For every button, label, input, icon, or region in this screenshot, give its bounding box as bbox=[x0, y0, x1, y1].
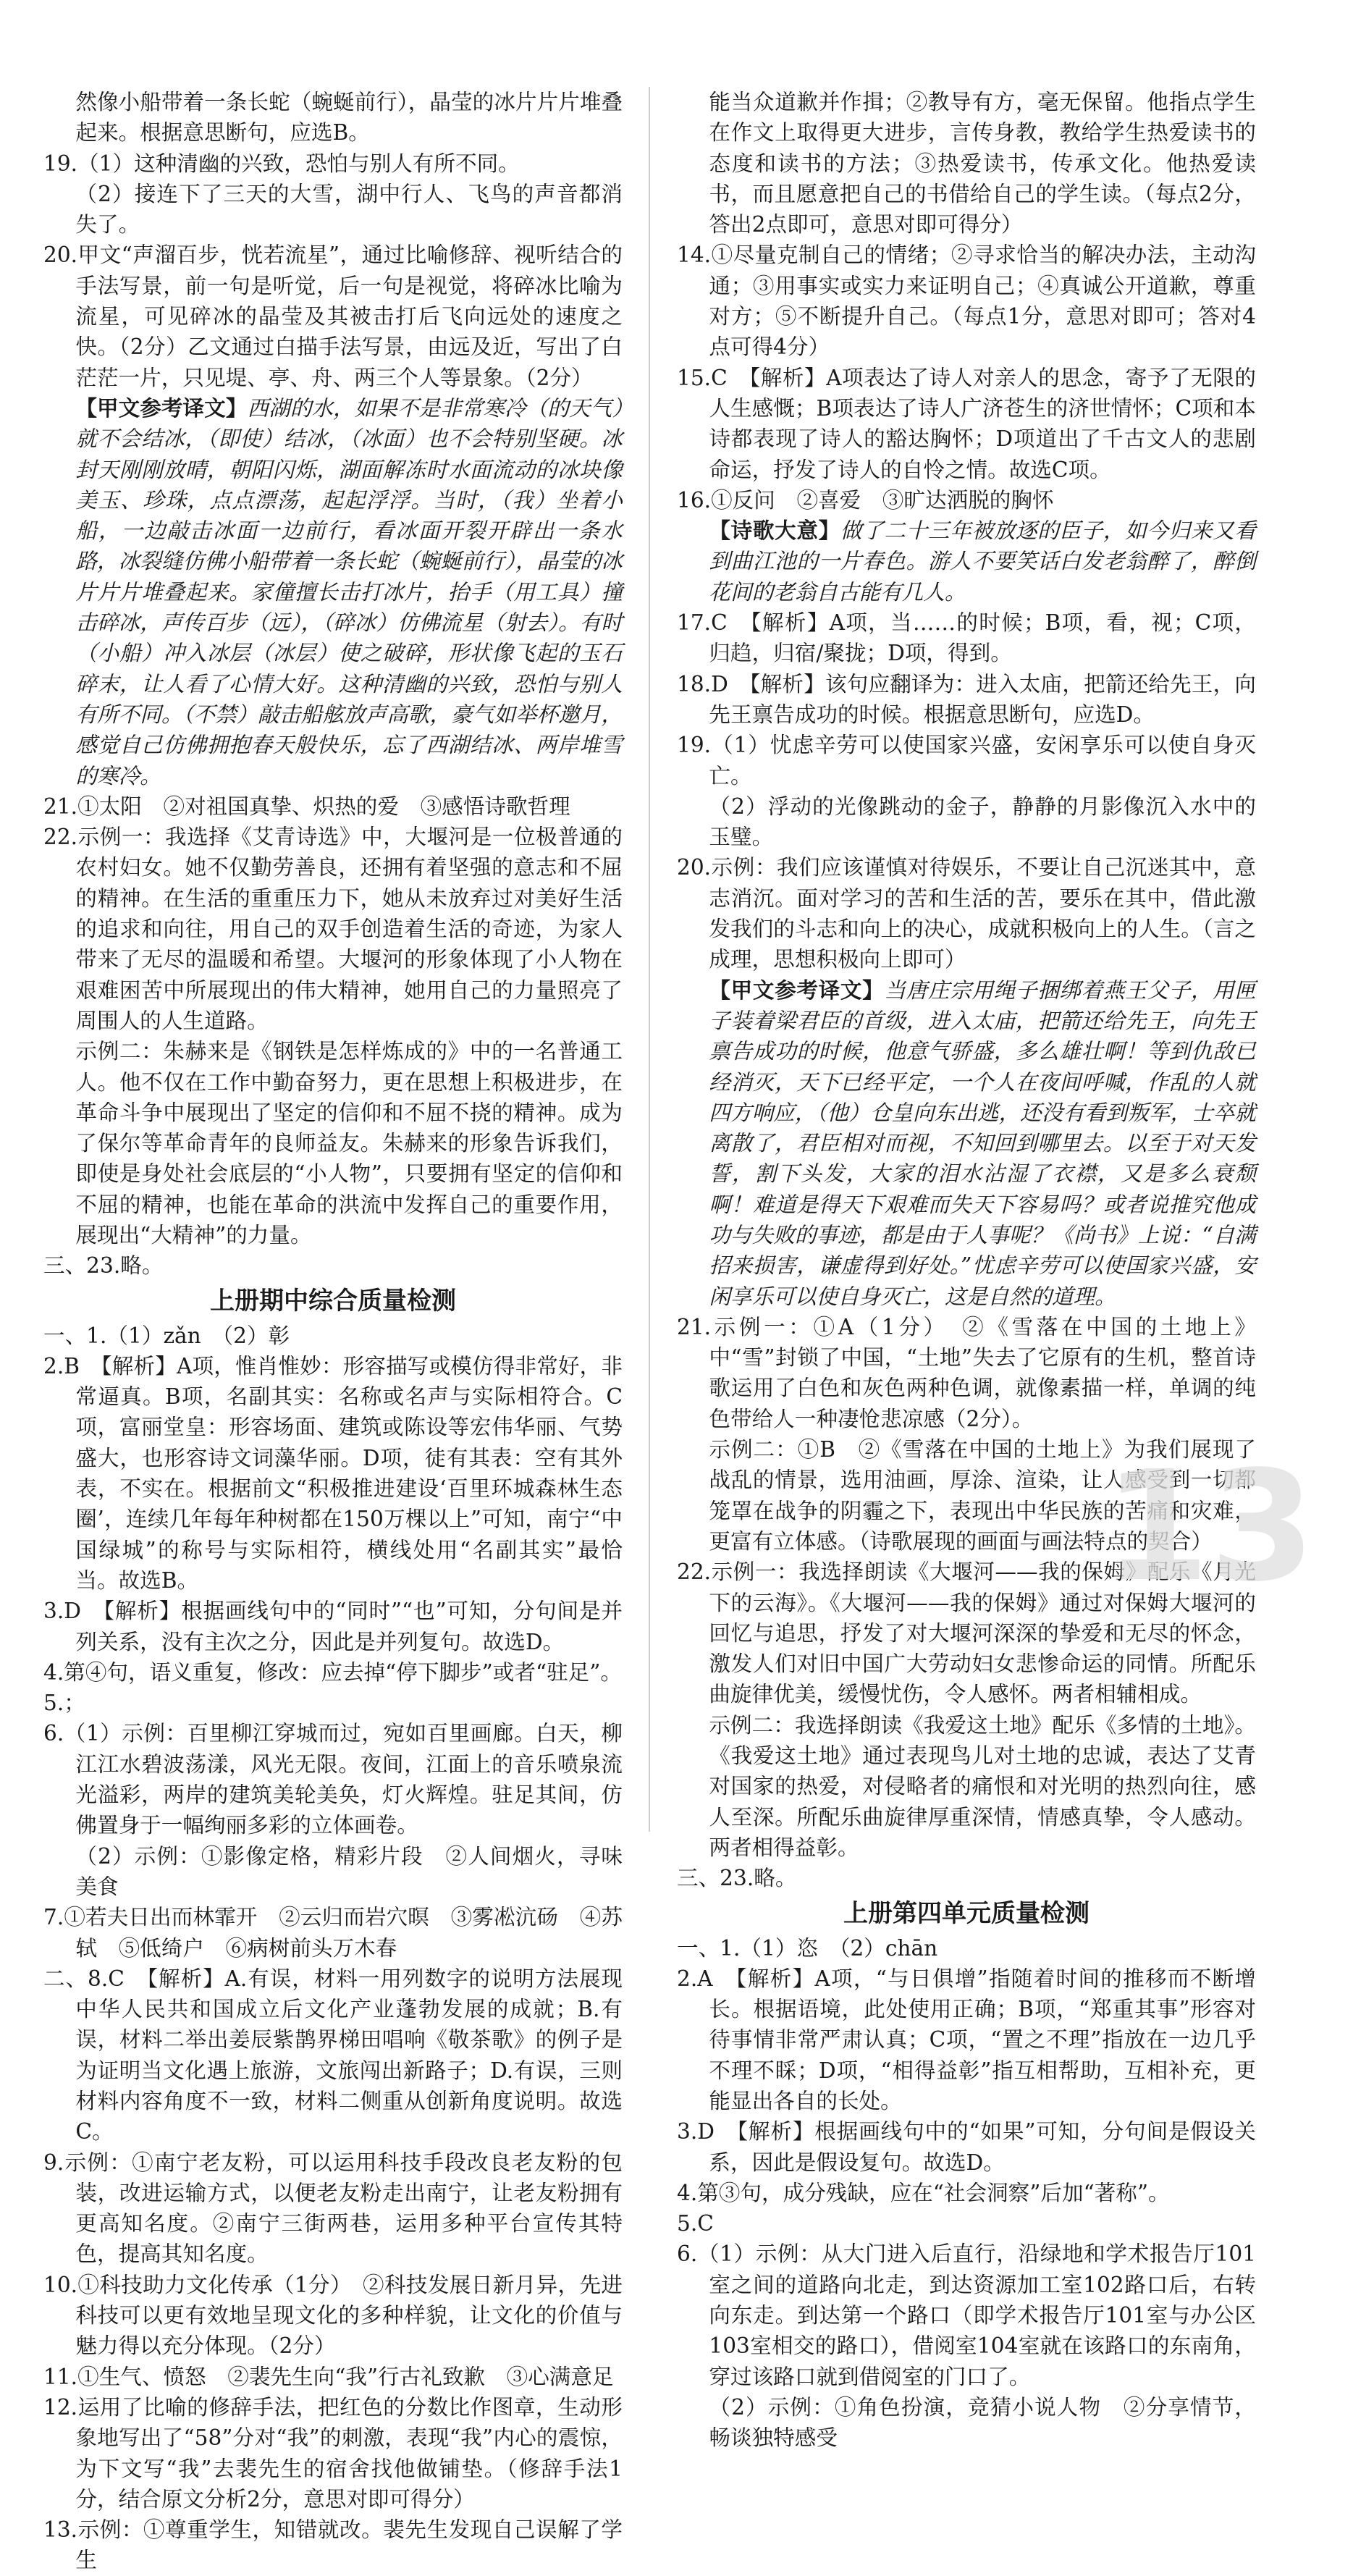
paragraph-text: 当唐庄宗用绳子捆绑着燕王父子，用匣子装着梁君臣的首级，进入太庙，把箭还给先王，向先王禀告成功的时候，他意气骄盛，多么雄壮啊！等到仇敌已经消灭，天下已经平定，一个人在夜间呼喊，作乱的人就四方响应，（他）仓皇向东出逃，还没有看到叛军，士卒就离散了，君臣相对而视，不知回到哪里去。以至于对天发誓，割下头发，大家的泪水沾湿了衣襟，又是多么衰颓啊！难道是得天下艰难而失天下容易吗？或者说推究他成功与失败的事迹，都是由于人事呢？《尚书》上说：“自满招来损害，谦虚得到好处。”忧虑辛劳可以使国家兴盛，安闲享乐可以使自身灭亡，这是自然的道理。 bbox=[709, 977, 1257, 1309]
answer-item bbox=[43, 1902, 623, 1963]
answer-subitem bbox=[677, 515, 1256, 607]
paragraph-text: 然像小船带着一条长蛇（蜿蜒前行），晶莹的冰片片片堆叠起来。根据意思断句，应选B。 bbox=[75, 90, 623, 146]
paragraph-text: 5.C bbox=[677, 2211, 714, 2236]
paragraph-text: 4.第④句，语义重复，修改：应去掉“停下脚步”或者“驻足”。 bbox=[43, 1659, 623, 1685]
page-number: 13 bbox=[1103, 1438, 1315, 1615]
answer-item bbox=[43, 1321, 623, 1351]
paragraph-text: 2.A 【解析】A项，“与日俱增”指随着时间的推移而不断增长。根据语境，此处使用正确；B项，“郑重其事”形容对待事情非常严肃认真；C项，“置之不理”指放在一边几乎不理不睬；D项，“相得益彰”指互相帮助，互相补充，更能显出各自的长处。 bbox=[677, 1966, 1256, 2113]
answer-item bbox=[677, 1557, 1256, 1709]
paragraph-text: 三、23.略。 bbox=[677, 1866, 797, 1891]
paragraph-text: 11.①生气、愤怒 ②裴先生向“我”行古礼致歉 ③心满意足 bbox=[43, 2364, 614, 2389]
answer-item bbox=[43, 2270, 623, 2362]
answer-item bbox=[43, 1596, 623, 1657]
answer-subitem bbox=[43, 1036, 623, 1250]
paragraph-text: 二、8.C 【解析】A.有误，材料一用列数字的说明方法展现中华人民共和国成立后文化产业蓬勃发展的成就；B.有误，材料二举出姜辰紫鹊界梯田唱响《敬茶歌》的例子是为证明当文化遇上旅游，文旅闯出新路子；D.有误，三则材料内容角度不一致，材料二侧重从创新角度说明。故选C。 bbox=[43, 1966, 623, 2144]
answer-item bbox=[677, 485, 1256, 515]
paragraph-text: 一、1.（1）恣 （2）chān bbox=[677, 1935, 938, 1961]
paragraph-text: 20.示例：我们应该谨慎对待娱乐，不要让自己沉迷其中，意志消沉。面对学习的苦和生活的苦，要乐在其中，借此激发我们的斗志和向上的决心，成就积极向上的人生。（言之成理，思想积极向上即可） bbox=[677, 855, 1256, 972]
paragraph-text: （2）接连下了三天的大雪，湖中行人、飞鸟的声音都消失了。 bbox=[75, 181, 623, 237]
paragraph-text: 13.示例：①尊重学生，知错就改。裴先生发现自己误解了学生 bbox=[43, 2517, 623, 2573]
answer-item bbox=[677, 852, 1256, 975]
answer-item bbox=[43, 822, 623, 1036]
continued-text bbox=[677, 87, 1256, 240]
paragraph-text: （2）浮动的光像跳动的金子，静静的月影像沉入水中的玉璧。 bbox=[709, 794, 1256, 850]
paragraph-text: 三、23.略。 bbox=[43, 1253, 164, 1279]
paragraph-text: 19.（1）忧虑辛劳可以使国家兴盛，安闲享乐可以使自身灭亡。 bbox=[677, 733, 1256, 788]
answer-item bbox=[677, 1863, 1256, 1893]
paragraph-text: 做了二十三年被放逐的臣子，如今归来又看到曲江池的一片春色。游人不要笑话白发老翁醉了，醉倒花间的老翁自古能有几人。 bbox=[709, 518, 1257, 605]
paragraph-text: 西湖的水，如果不是非常寒冷（的天气）就不会结冰，（即使）结冰，（冰面）也不会特别坚硬。冰封天刚刚放晴，朝阳闪烁，湖面解冻时水面流动的冰块像美玉、珍珠，点点漂荡，起起浮浮。当时，（我）坐着小船，一边敲击冰面一边前行，看冰面开裂开辟出一条水路，冰裂缝仿佛小船带着一条长蛇（蜿蜒前行），晶莹的冰片片片堆叠起来。家僮擅长击打冰片，抬手（用工具）撞击碎冰，声传百步（远），（碎冰）仿佛流星（射去）。有时（小船）冲入冰层（冰层）使之破碎，形状像飞起的玉石碎末，让人看了心情大好。这种清幽的兴致，恐怕与别人有所不同。（不禁）敲击船舷放声高歌，豪气如举杯邀月，感觉自己仿佛拥抱春天般快乐，忘了西湖结冰、两岸堆雪的寒冷。 bbox=[75, 395, 623, 788]
answer-subitem bbox=[677, 791, 1256, 853]
left-column bbox=[43, 87, 623, 2573]
paragraph-text: 7.①若夫日出而林霏开 ②云归而岩穴暝 ③雾凇沆砀 ④苏轼 ⑤低绮户 ⑥病树前头万木春 bbox=[43, 1905, 623, 1961]
paragraph-text: 6.（1）示例：从大门进入后直行，沿绿地和学术报告厅101室之间的道路向北走，到达资源加工室102路口后，右转向东走。到达第一个路口（即学术报告厅101室与办公区103室相交的路口），借阅室104室就在该路口的东南角，穿过该路口就到借阅室的门口了。 bbox=[677, 2242, 1256, 2389]
answer-item bbox=[677, 1963, 1256, 2116]
paragraph-text: 19.（1）这种清幽的兴致，恐怕与别人有所不同。 bbox=[43, 151, 520, 176]
paragraph-text: 14.①尽量克制自己的情绪；②寻求恰当的解决办法，主动沟通；③用事实或实力来证明自己；④真诚公开道歉，尊重对方；⑤不断提升自己。（每点1分，意思对即可；答对4点可得4分） bbox=[677, 243, 1256, 360]
paragraph-text: 17.C 【解析】A项，当……的时候；B项，看，视；C项，归趋，归宿/聚拢；D项，得到。 bbox=[677, 610, 1256, 666]
answer-subitem bbox=[677, 1710, 1256, 1863]
answer-item bbox=[677, 2116, 1256, 2178]
answer-item bbox=[677, 2208, 1256, 2239]
answer-item bbox=[43, 1657, 623, 1688]
answer-subitem bbox=[677, 975, 1256, 1312]
paragraph-text: 12.运用了比喻的修辞手法，把红色的分数比作图章，生动形象地写出了“58”分对“我”的刺激，表现“我”内心的震惊，为下文写“我”去裴先生的宿舍找他做铺垫。（修辞手法1分，结合原文分析2分，意思对即可得分） bbox=[43, 2394, 623, 2512]
paragraph-text: 20.甲文“声溜百步，恍若流星”，通过比喻修辞、视听结合的手法写景，前一句是听觉，后一句是视觉，将碎冰比喻为流星，可见碎冰的晶莹及其被击打后飞向远处的速度之快。（2分）乙文通过白描手法写景，由远及近，写出了白茫茫一片，只见堤、亭、舟、两三个人等景象。（2分） bbox=[43, 243, 623, 390]
paragraph-text: 9.示例：①南宁老友粉，可以运用科技手段改良老友粉的包装，改进运输方式，以便老友粉走出南宁，让老友粉拥有更高知名度。②南宁三街两巷，运用多种平台宣传其特色，提高其知名度。 bbox=[43, 2150, 623, 2267]
answer-item bbox=[677, 1312, 1256, 1434]
paragraph-text: 15.C 【解析】A项表达了诗人对亲人的思念，寄予了无限的人生感慨；B项表达了诗人广济苍生的济世情怀；C项和本诗都表现了诗人的豁达胸怀；D项道出了千古文人的悲剧命运，抒发了诗人的自怜之情。故选C项。 bbox=[677, 365, 1256, 482]
answer-item bbox=[43, 1718, 623, 1840]
answer-item bbox=[43, 2392, 623, 2514]
right-column bbox=[677, 87, 1257, 2451]
section-title: 上册第四单元质量检测 bbox=[843, 1898, 1089, 1928]
label-tag: 【甲文参考译文】 bbox=[709, 977, 885, 1003]
paragraph-text: 5.； bbox=[43, 1691, 85, 1716]
paragraph-text: 22.示例一：我选择朗读《大堰河——我的保姆》配乐《月光下的云海》。《大堰河——我的保姆》通过对保姆大堰河的回忆与追思，抒发了对大堰河深深的挚爱和无尽的怀念，激发人们对旧中国广大劳动妇女悲惨命运的同情。所配乐曲旋律优美，缓慢忧伤，令人感怀。两者相辅相成。 bbox=[677, 1560, 1256, 1707]
paragraph-text: 18.D 【解析】该句应翻译为：进入太庙，把箭还给先王，向先王禀告成功的时候。根据意思断句，应选D。 bbox=[677, 671, 1256, 727]
answer-subitem bbox=[677, 2392, 1256, 2454]
paragraph-text: 示例二：我选择朗读《我爱这土地》配乐《多情的土地》。《我爱这土地》通过表现鸟儿对土地的忠诚，表达了艾青对国家的热爱，对侵略者的痛恨和对光明的热烈向往，感人至深。所配乐曲旋律厚重深情，情感真挚，令人感动。两者相得益彰。 bbox=[709, 1712, 1256, 1860]
answer-subitem bbox=[43, 1841, 623, 1903]
answer-item bbox=[43, 148, 623, 179]
answer-item bbox=[677, 607, 1256, 669]
answer-item bbox=[677, 669, 1256, 731]
answer-item bbox=[677, 240, 1256, 362]
continued-text bbox=[43, 87, 623, 148]
paragraph-text: 16.①反问 ②喜爱 ③旷达洒脱的胸怀 bbox=[677, 487, 1054, 513]
section-title: 上册期中综合质量检测 bbox=[210, 1286, 456, 1316]
answer-item bbox=[677, 2178, 1256, 2208]
answer-item bbox=[677, 730, 1256, 791]
paragraph-text: 示例二：朱赫来是《钢铁是怎样炼成的》中的一名普通工人。他不仅在工作中勤奋努力，更在思想上积极进步，在革命斗争中展现出了坚定的信仰和不屈不挠的精神。成为了保尔等革命青年的良师益友。朱赫来的形象告诉我们，即使是身处社会底层的“小人物”，只要拥有坚定的信仰和不屈的精神，也能在革命的洪流中发挥自己的重要作用，展现出“大精神”的力量。 bbox=[75, 1039, 623, 1247]
answer-item bbox=[43, 1250, 623, 1281]
paragraph-text: （2）示例：①影像定格，精彩片段 ②人间烟火，寻味美食 bbox=[75, 1843, 623, 1899]
answer-item bbox=[677, 2239, 1256, 2391]
answer-item bbox=[677, 1933, 1256, 1963]
answer-item bbox=[43, 240, 623, 392]
paragraph-text: 能当众道歉并作揖；②教导有方，毫无保留。他指点学生在作文上取得更大进步，言传身教，教给学生热爱读书的态度和读书的方法；③热爱读书，传承文化。他热爱读书，而且愿意把自己的书借给自己的学生读。（每点2分，答出2点即可，意思对即可得分） bbox=[709, 90, 1256, 237]
paragraph-text: 21.示例一：①A（1分） ②《雪落在中国的土地上》中“雪”封锁了中国，“土地”失去了它原有的生机，整首诗歌运用了白色和灰色两种色调，就像素描一样，单调的纯色带给人一种凄怆悲凉感（2分）。 bbox=[677, 1314, 1256, 1431]
paragraph-text: 3.D 【解析】根据画线句中的“同时”“也”可知，分句间是并列关系，没有主次之分，因此是并列复句。故选D。 bbox=[43, 1599, 623, 1654]
paragraph-text: 21.①太阳 ②对祖国真挚、炽热的爱 ③感悟诗歌哲理 bbox=[43, 794, 570, 819]
answer-item bbox=[43, 1963, 623, 2147]
paragraph-text: 22.示例一：我选择《艾青诗选》中，大堰河是一位极普通的农村妇女。她不仅勤劳善良，还拥有着坚强的意志和不屈的精神。在生活的重重压力下，她从未放弃过对美好生活的追求和向往，用自己的双手创造着生活的奇迹，为家人带来了无尽的温暖和希望。大堰河的形象体现了小人物在艰难困苦中所展现出的伟大精神，她用自己的力量照亮了周围人的人生道路。 bbox=[43, 825, 623, 1033]
paragraph-text: 一、1.（1）zǎn （2）彰 bbox=[43, 1323, 290, 1348]
paragraph-text: 10.①科技助力文化传承（1分） ②科技发展日新月异，先进科技可以更有效地呈现文化的多种样貌，让文化的价值与魅力得以充分体现。（2分） bbox=[43, 2272, 623, 2359]
answer-item bbox=[43, 2147, 623, 2270]
paragraph-text: 3.D 【解析】根据画线句中的“如果”可知，分句间是假设关系，因此是假设复句。故选D。 bbox=[677, 2119, 1256, 2175]
answer-subitem bbox=[43, 393, 623, 791]
answer-item bbox=[43, 2362, 623, 2392]
answer-item bbox=[43, 791, 623, 822]
answer-item bbox=[43, 1688, 623, 1718]
answer-item bbox=[43, 1351, 623, 1596]
paragraph-text: （2）示例：①角色扮演，竞猜小说人物 ②分享情节，畅谈独特感受 bbox=[709, 2394, 1256, 2451]
answer-subitem bbox=[43, 179, 623, 240]
column-divider bbox=[649, 87, 650, 1832]
paragraph-text: 2.B 【解析】A项，惟肖惟妙：形容描写或模仿得非常好，非常逼真。B项，名副其实：名称或名声与实际相符合。C项，富丽堂皇：形容场面、建筑或陈设等宏伟华丽、气势盛大，也形容诗文词藻华丽。D项，徒有其表：空有其外表，不实在。根据前文“积极推进建设‘百里环城森林生态圈’，连续几年每年种树都在150万棵以上”可知，南宁“中国绿城”的称号与实际相符，横线处用“名副其实”最恰当。故选B。 bbox=[43, 1353, 623, 1593]
label-tag: 【诗歌大意】 bbox=[709, 518, 840, 544]
label-tag: 【甲文参考译文】 bbox=[75, 395, 248, 421]
answer-item bbox=[43, 2514, 623, 2576]
paragraph-text: 示例二：①B ②《雪落在中国的土地上》为我们展现了战乱的情景，选用油画，厚涂、渲染，让人感受到一切都笼罩在战争的阴霾之下，表现出中华民族的苦痛和灾难，更富有立体感。（诗歌展现的画面与画法特点的契合） bbox=[709, 1437, 1256, 1554]
paragraph-text: 4.第③句，成分残缺，应在“社会洞察”后加“著称”。 bbox=[677, 2180, 1170, 2205]
answer-subitem bbox=[677, 1434, 1256, 1557]
answer-item bbox=[677, 363, 1256, 485]
paragraph-text: 6.（1）示例：百里柳江穿城而过，宛如百里画廊。白天，柳江江水碧波荡漾，风光无限。夜间，江面上的音乐喷泉流光溢彩，两岸的建筑美轮美奂，灯火辉煌。驻足其间，仿佛置身于一幅绚丽多彩的立体画卷。 bbox=[43, 1721, 623, 1838]
